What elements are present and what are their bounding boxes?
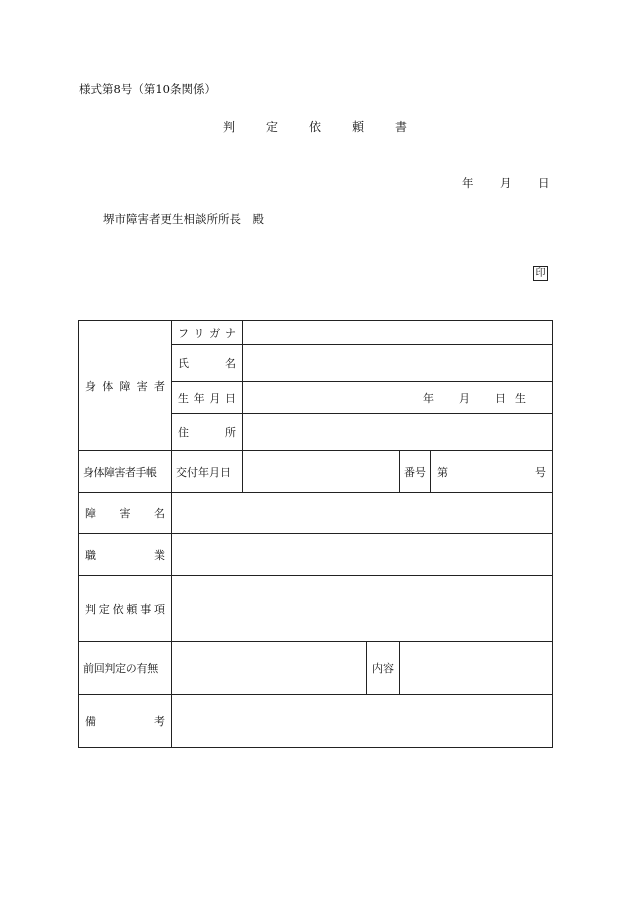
birth-year-unit: 年: [423, 391, 434, 405]
form-number: 様式第8号（第10条関係）: [79, 82, 216, 96]
request-items-field[interactable]: [172, 576, 553, 642]
issue-date-field[interactable]: [243, 451, 400, 493]
request-items-label: 判定依頼事項: [79, 576, 172, 642]
remarks-field[interactable]: [172, 695, 553, 748]
title-char: 書: [395, 120, 408, 134]
number-suffix: 号: [535, 465, 546, 479]
title-char: 依: [309, 120, 322, 134]
furigana-field[interactable]: [243, 321, 553, 345]
document-title: [223, 118, 438, 135]
disability-field[interactable]: [172, 493, 553, 534]
title-char: 判: [223, 120, 236, 134]
furigana-label: フリガナ: [172, 321, 243, 345]
previous-judgment-label: 前回判定の有無: [79, 642, 172, 695]
birthdate-field[interactable]: [243, 382, 553, 414]
previous-judgment-field[interactable]: [172, 642, 367, 695]
birth-day-unit: 日: [495, 391, 506, 405]
address-label: 住所: [172, 414, 243, 451]
birth-suffix: 生: [515, 391, 526, 405]
date-year: 年: [462, 176, 474, 190]
birth-month-unit: 月: [459, 391, 470, 405]
name-label: 氏名: [172, 345, 243, 382]
notebook-label: 身体障害者手帳: [79, 451, 172, 493]
disability-label: 障害名: [79, 493, 172, 534]
number-label: 番号: [400, 451, 431, 493]
date-line: [462, 175, 550, 191]
date-month: 月: [500, 176, 512, 190]
seal-mark: 印: [533, 266, 548, 281]
title-char: 定: [266, 120, 279, 134]
number-field[interactable]: [431, 451, 553, 493]
date-day: 日: [538, 176, 550, 190]
content-field[interactable]: [400, 642, 553, 695]
number-prefix: 第: [437, 465, 448, 479]
occupation-field[interactable]: [172, 534, 553, 576]
occupation-label: 職業: [79, 534, 172, 576]
issue-date-label: 交付年月日: [172, 451, 243, 493]
addressee: 堺市障害者更生相談所所長 殿: [103, 212, 264, 226]
request-form-table: [78, 320, 553, 748]
name-field[interactable]: [243, 345, 553, 382]
remarks-label: 備考: [79, 695, 172, 748]
address-field[interactable]: [243, 414, 553, 451]
content-label: 内容: [367, 642, 400, 695]
person-group-label: 身体障害者: [79, 321, 172, 451]
birthdate-label: 生年月日: [172, 382, 243, 414]
title-char: 頼: [352, 120, 365, 134]
